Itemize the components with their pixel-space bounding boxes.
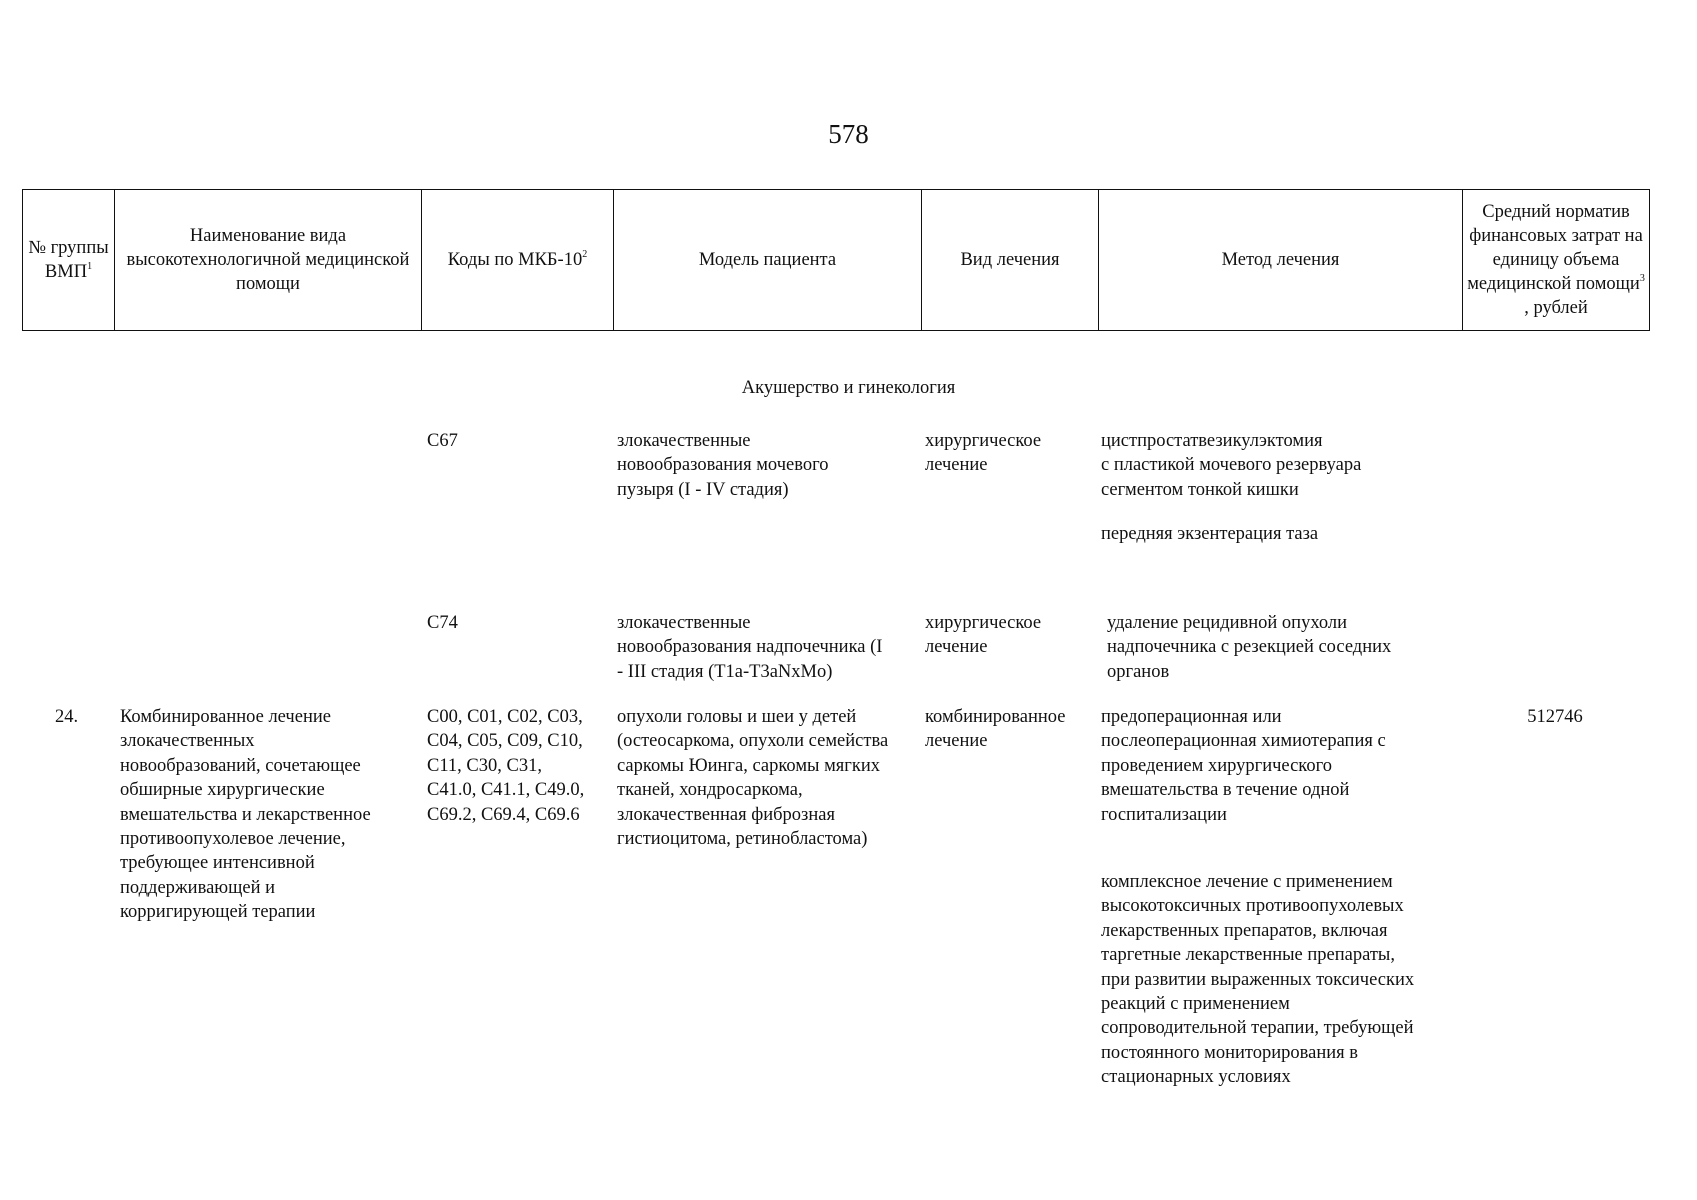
table-header [22, 189, 1650, 331]
row-c67-treatment-type: хирургическое лечение [925, 431, 1042, 476]
section-title: Акушерство и гинекология [741, 378, 956, 398]
row-24-group-number: 24. [55, 707, 79, 727]
row-c67-codes: C67 [427, 431, 458, 451]
row-c67-patient-model: злокачественные новообразования мочевого пузыря (I - IV стадия) [617, 431, 829, 500]
header-icd-codes: Коды по МКБ-$10^2$ [422, 190, 614, 331]
row-24-care-type-name: Комбинированное лечение злокачественных новообразований, сочетающее обширные хирургические вмешательства и лекарственное противоопухолевое лечение, требующее интенсивной поддерживающей и корригирующей терапии [120, 707, 371, 923]
row-24-treatment-type: комбинированное лечение [925, 707, 1066, 752]
header-care-type-name: Наименование вида высокотехнологичной медицинской помощи [115, 190, 422, 331]
header-patient-model: Модель пациента [614, 190, 922, 331]
row-c74-codes: C74 [427, 613, 458, 633]
row-24-cost: 512746 [1527, 707, 1583, 727]
header-treatment-type: Вид лечения [922, 190, 1099, 331]
row-24-method-2: комплексное лечение с применением высокотоксичных противоопухолевых лекарственных препаратов, включая таргетные лекарственные препараты, при развитии выраженных токсических реакций с применением сопроводительной терапии, требующей постоянного мониторирования в стационарных условиях [1101, 872, 1415, 1088]
row-c74-patient-model: злокачественные новообразования надпочечника (I - III стадия (T1a-T3aNxMo) [617, 613, 883, 682]
row-24-patient-model: опухоли головы и шеи у детей (остеосаркома, опухоли семейства саркомы Юинга, саркомы мягких тканей, хондросаркома, злокачественная фиброзная гистиоцитома, ретинобластома) [617, 707, 889, 850]
row-24-codes: C00, C01, C02, C03, C04, C05, C09, C10, C11, C30, C31, C41.0, C41.1, C49.0, C69.2, C69.4, C69.6 [427, 707, 585, 825]
header-treatment-method: Метод лечения [1099, 190, 1463, 331]
row-24-method-1: предоперационная или послеоперационная химиотерапия с проведением хирургического вмешательства в течение одной госпитализации [1101, 707, 1386, 825]
row-c74-treatment-type: хирургическое лечение [925, 613, 1042, 658]
row-c67-method-1: цистпростатвезикулэктомия с пластикой мочевого резервуара сегментом тонкой кишки [1101, 431, 1362, 500]
row-c67-method-2: передняя экзентерация таза [1101, 524, 1319, 544]
page-number: 578 [828, 119, 869, 149]
row-c74-method-1: удаление рецидивной опухоли надпочечника с резекцией соседних органов [1107, 613, 1392, 682]
header-cost-standard: Средний норматив финансовых затрат на единицу объема медицинской помощи$^3$ , рублей [1463, 190, 1650, 331]
header-group-number: № группы ВМП$^1$ [23, 190, 115, 331]
